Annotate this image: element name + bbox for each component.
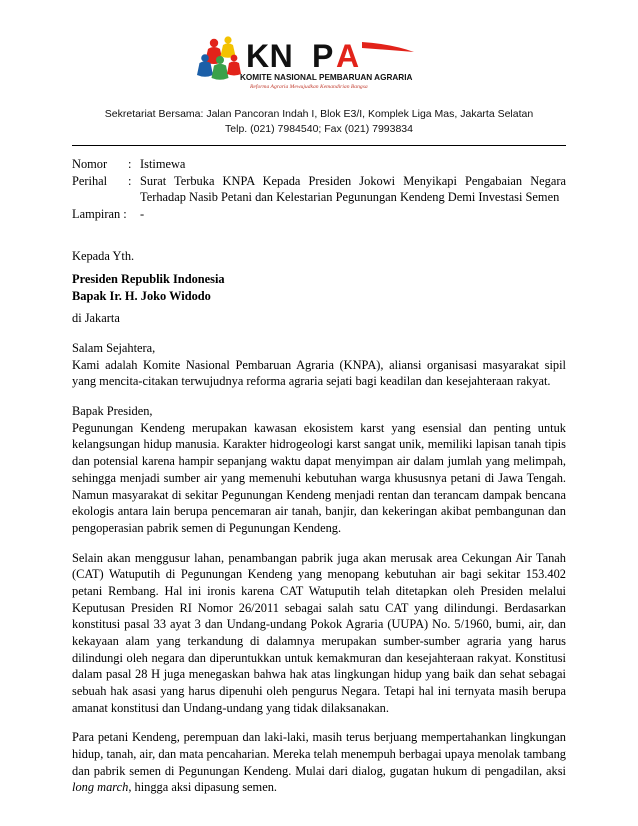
svg-text:A: A <box>336 38 360 74</box>
header-divider <box>72 145 566 146</box>
meta-row-lampiran <box>72 206 566 223</box>
lampiran-value: - <box>140 206 145 221</box>
perihal-colon: : <box>128 173 132 188</box>
meta-row-nomor <box>72 156 566 173</box>
salutation: Salam Sejahtera, <box>72 341 156 356</box>
nomor-label: Nomor <box>72 157 108 172</box>
perihal-value: Surat Terbuka KNPA Kepada Presiden Jokowi Menyikapi Pengabaian Negara Terhadap Nasib Petani dan Kelestarian Pegunungan Kendeng Demi Investasi Semen <box>140 173 566 205</box>
addressee-block <box>72 248 566 327</box>
logo-subtitle: KOMITE NASIONAL PEMBARUAN AGRARIA <box>240 73 413 82</box>
svg-text:KN: KN <box>246 38 294 74</box>
address-line-1: Sekretariat Bersama: Jalan Pancoran Indah I, Blok E3/I, Komplek Liga Mas, Jakarta Selatan <box>104 108 534 120</box>
organization-logo <box>72 0 566 99</box>
paragraph-3-part-a: Para petani Kendeng, perempuan dan laki-laki, masih terus berjuang mempertahankan lingkungan hidup, tanah, air, dan mata pencaharian. Mereka telah menempuh berbagai upaya menolak tambang dan pabrik semen di Pegunungan Kendeng. Mulai dari dialog, gugatan hukum di pengadilan, aksi <box>72 730 566 778</box>
letter-body <box>72 340 566 796</box>
paragraph-3-italic: long march <box>72 780 129 795</box>
letter-meta <box>72 156 566 222</box>
nomor-colon: : <box>128 157 132 172</box>
intro-paragraph: Kami adalah Komite Nasional Pembaruan Agraria (KNPA), aliansi organisasi masyarakat sipil yang mencita-citakan terwujudnya reforma agraria sejati bagi keadilan dan kesejahteraan rakyat. <box>72 357 566 389</box>
nomor-value: Istimewa <box>140 157 186 172</box>
meta-row-perihal <box>72 173 566 206</box>
perihal-label: Perihal <box>72 173 108 188</box>
paragraph-1: Pegunungan Kendeng merupakan kawasan ekosistem karst yang esensial dan penting untuk kelangsungan hidup manusia. Karakter hidrogeologi karst sangat unik, memiliki lapisan tanah tipis dan potensial karena hampir sepanjang waktu dapat menyimpan air dalam jumlah yang melimpah, sehingga menjadi sumber air yang memenuhi kebutuhan warga khususnya petani di Jawa Tengah. Namun masyarakat di sekitar Pegunungan Kendeng menjadi rentan dan terancam dampak bencana ekologis antara lain berupa pencemaran air tanah, banjir, dan kekeringan akibat pembangunan dan pengoperasian pabrik semen di Pegunungan Kendeng. <box>72 420 566 535</box>
address-line-2: Telp. (021) 7984540; Fax (021) 7993834 <box>225 123 413 136</box>
addressee-nama: Bapak Ir. H. Joko Widodo <box>72 288 211 303</box>
paragraph-3-part-b: , hingga aksi dipasung semen. <box>128 780 277 795</box>
paragraph-3 <box>72 729 566 796</box>
svg-text:P: P <box>312 38 334 74</box>
sapaan-presiden: Bapak Presiden, <box>72 404 153 419</box>
lampiran-label: Lampiran : <box>72 206 127 221</box>
logo-tagline: Reforma Agraria Mewujudkan Kemandirian Bangsa <box>250 84 368 90</box>
addressee-jabatan: Presiden Republik Indonesia <box>72 272 225 287</box>
paragraph-2: Selain akan menggusur lahan, penambangan pabrik juga akan merusak area Cekungan Air Tanah (CAT) Watuputih di Pegunungan Kendeng yang menopang kebutuhan air bagi sekitar 153.402 petani Rembang. Hal ini ironis karena CAT Watuputih telah ditetapkan oleh Presiden melalui Keputusan Presiden RI Nomor 26/2011 sebagai salah satu CAT yang dilindungi. Berdasarkan konstitusi pasal 33 ayat 3 dan Undang-undang Pokok Agraria (UUPA) No. 5/1960, bumi, air, dan kekayaan alam yang terkandung di dalamnya merupakan sumber-sumber agraria yang harus dilindungi oleh negara dan diperuntukkan untuk kemakmuran dan kesejahteraan rakyat. Konstitusi dalam pasal 28 H juga menegaskan bahwa hak atas lingkungan hidup yang baik dan sehat sebagai sebuah hak asasi yang harus dipenuhi oleh pengurus Negara. Tetapi hal ini ternyata masih berupa amanat konstitusi dan Undang-undang yang tidak dilaksanakan. <box>72 550 566 715</box>
letterhead-address <box>72 107 566 137</box>
knpa-logo-icon <box>194 34 444 94</box>
addressee-kepada: Kepada Yth. <box>72 249 135 264</box>
addressee-kota: di Jakarta <box>72 311 120 326</box>
logo-wrap <box>194 34 444 94</box>
